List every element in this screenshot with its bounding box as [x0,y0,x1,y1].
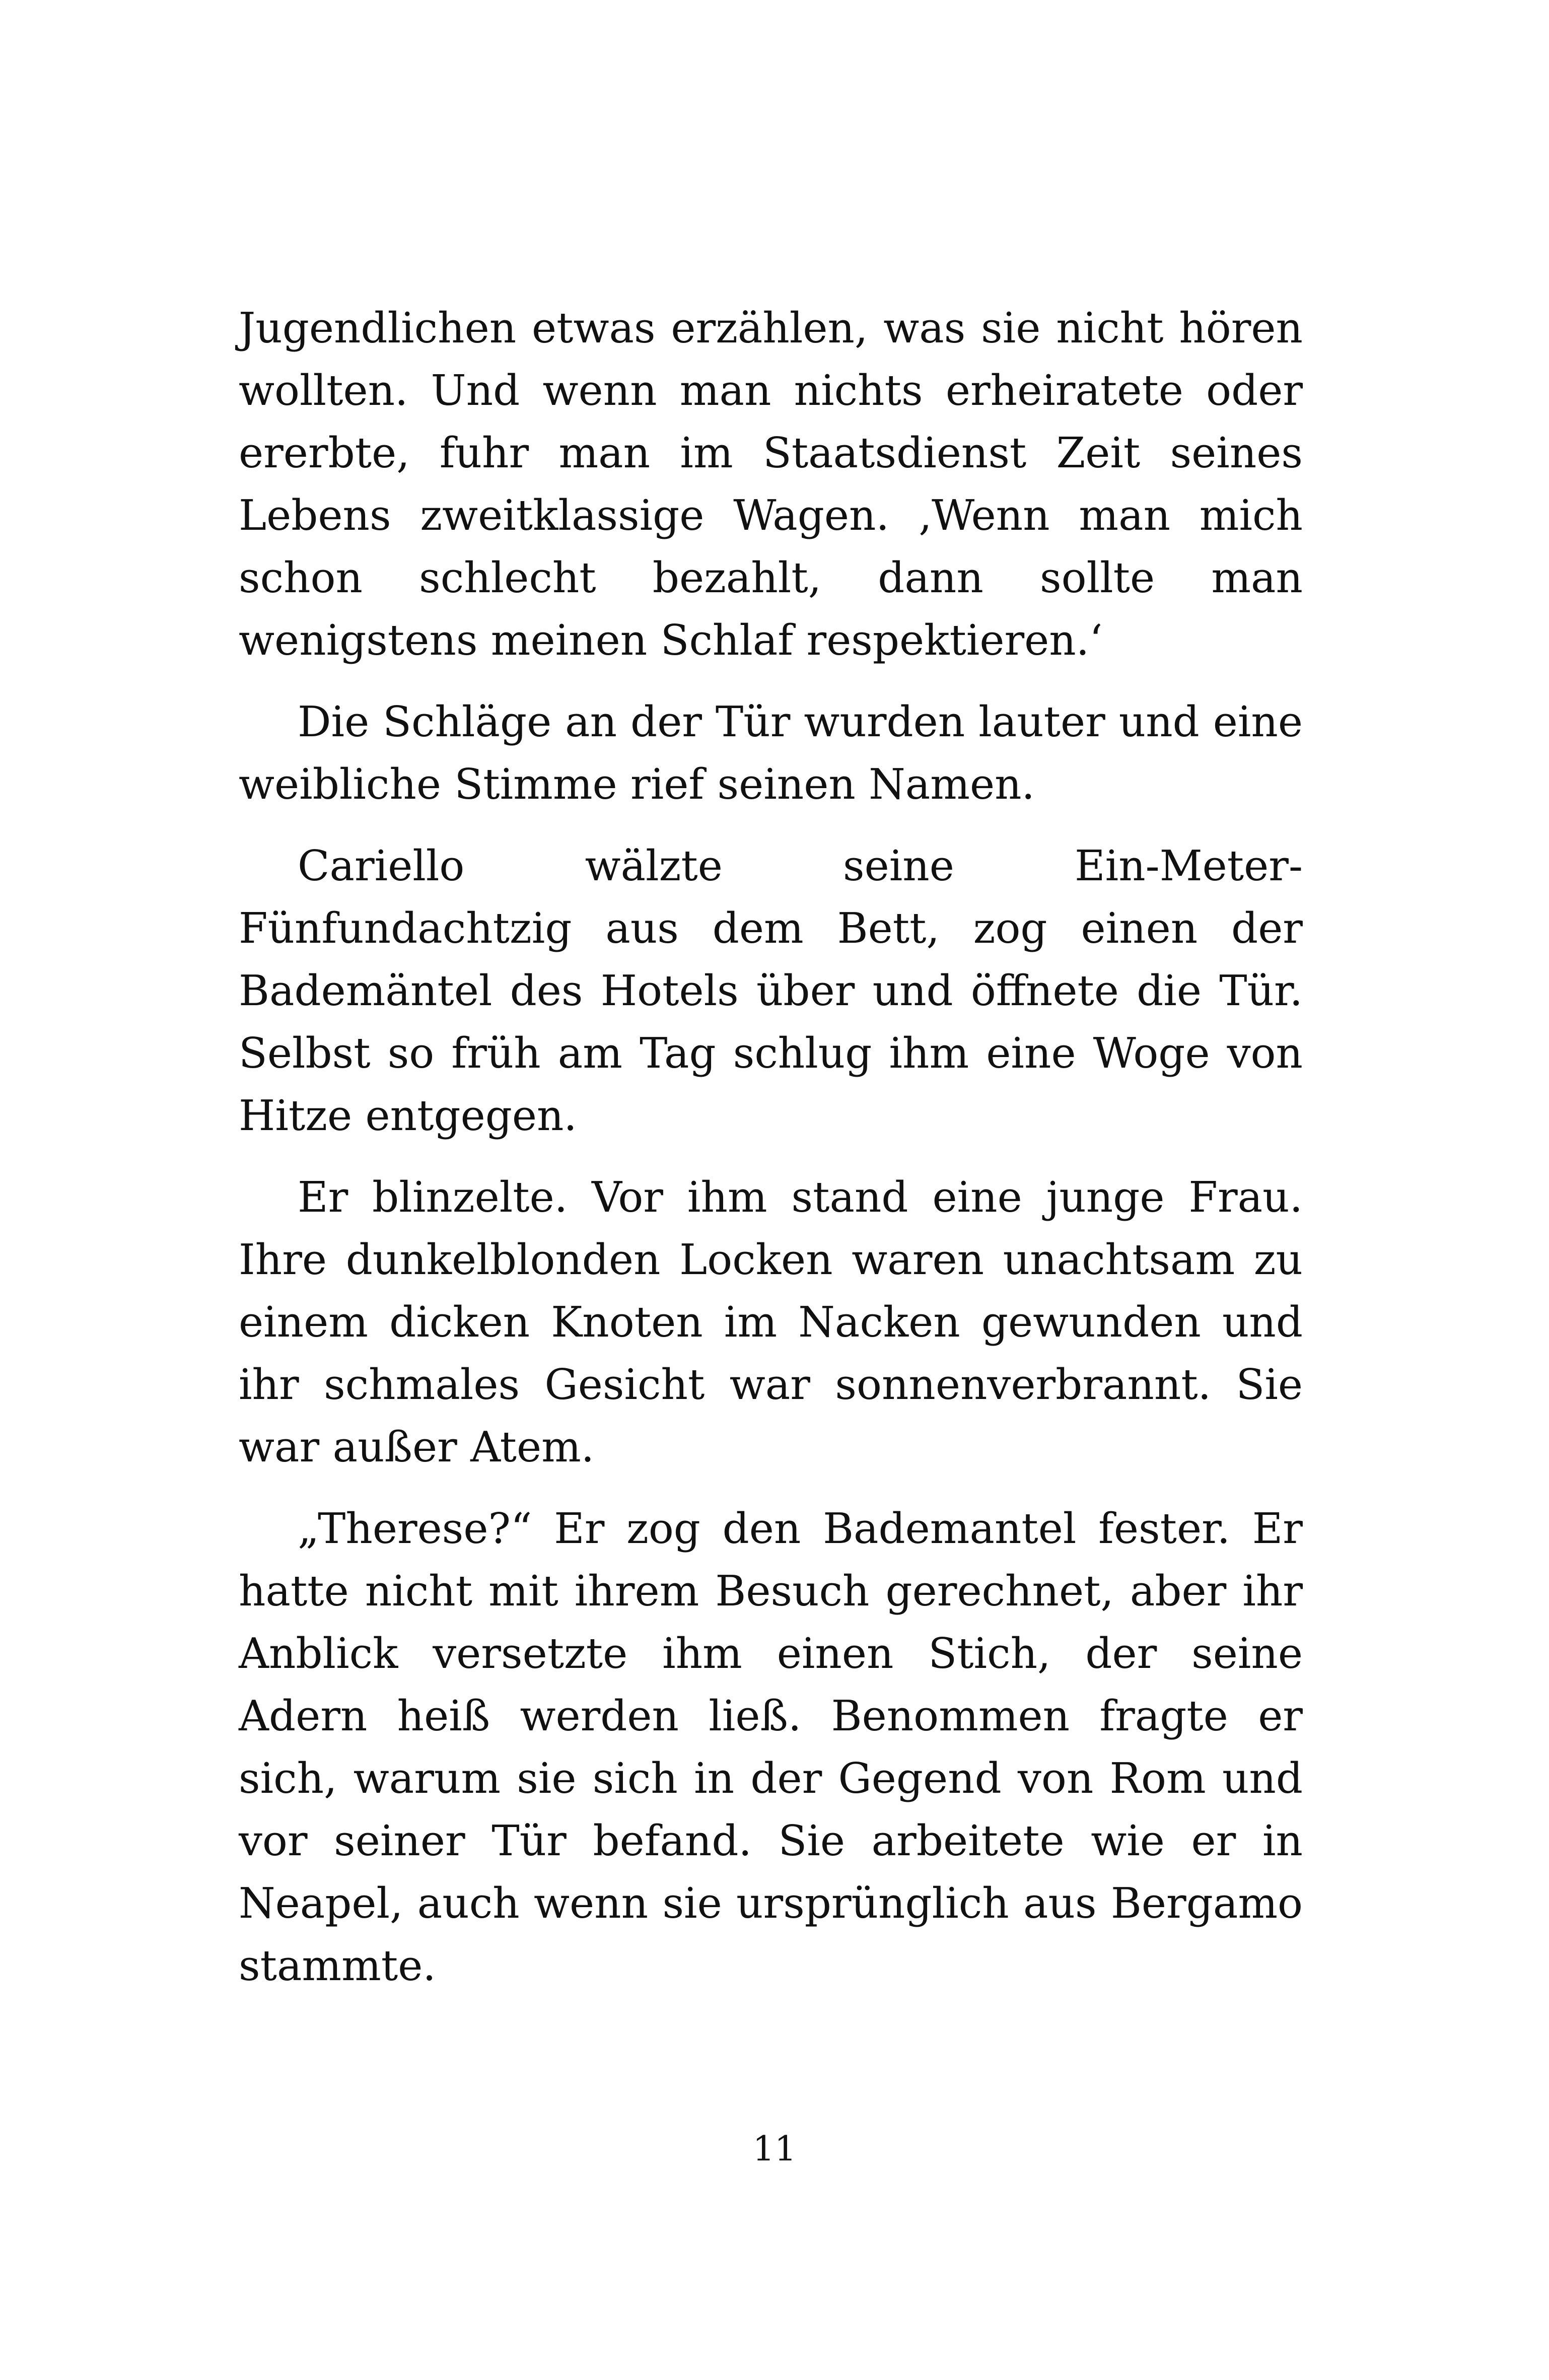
paragraph-1: Jugendlichen etwas erzählen, was sie nicht hören wollten. Und wenn man nichts erheiratete oder ererbte, fuhr man im Staatsdienst Zeit seines Lebens zweitklassige Wagen. ‚Wenn man mich schon schlecht bezahlt, dann sollte man wenigstens meinen Schlaf respektieren.‘ [239,304,1303,665]
page-number: 11 [752,2129,797,2169]
body-text [239,297,1303,2016]
paragraph-4: Er blinzelte. Vor ihm stand eine junge Frau. Ihre dunkelblonden Locken waren unachtsam zu einem dicken Knoten im Nacken gewunden und ihr schmales Gesicht war sonnenverbrannt. Sie war außer Atem. [239,1173,1303,1472]
paragraph-5: „Therese?“ Er zog den Bademantel fester. Er hatte nicht mit ihrem Besuch gerechnet, aber ihr Anblick versetzte ihm einen Stich, der seine Adern heiß werden ließ. Benommen fragte er sich, warum sie sich in der Gegend von Rom und vor seiner Tür befand. Sie arbeitete wie er in Neapel, auch wenn sie ursprünglich aus Bergamo stammte. [239,1504,1303,1990]
paragraph-3: Cariello wälzte seine Ein-Meter-Fünfundachtzig aus dem Bett, zog einen der Bademäntel des Hotels über und öffnete die Tür. Selbst so früh am Tag schlug ihm eine Woge von Hitze entgegen. [239,842,1303,1140]
paragraph-2: Die Schläge an der Tür wurden lauter und eine weibliche Stimme rief seinen Namen. [239,697,1303,809]
